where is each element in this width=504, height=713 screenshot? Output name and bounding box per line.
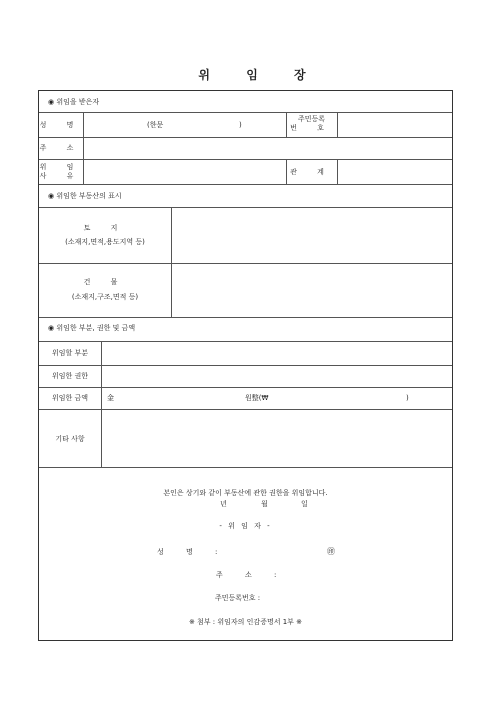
column-divider (337, 112, 338, 137)
delegation-form (38, 90, 453, 641)
attachment-note: ※ 첨부 : 위임자의 인감증명서 1부 ※ (188, 618, 303, 626)
row-divider (39, 317, 452, 318)
amount-close: ) (406, 394, 409, 402)
seal-mark: ㊞ (327, 547, 335, 556)
relation-label: 관 계 (290, 168, 333, 176)
date-month: 월 (261, 500, 268, 508)
hanja-close: ) (239, 121, 242, 129)
section-header-authority: ◉ 위임한 부분, 권한 및 금액 (48, 324, 136, 332)
row-divider (39, 112, 452, 113)
declaration-statement: 본인은 상기와 같이 부동산에 관한 권한을 위임합니다. (163, 489, 328, 497)
authority-label: 위임한 권한 (51, 372, 89, 380)
part-label: 위임할 부분 (51, 349, 89, 357)
amount-label: 위임한 금액 (51, 394, 89, 402)
other-label: 기타 사항 (55, 435, 85, 443)
rrn-label-line1: 주민등록 (297, 115, 326, 123)
delegator-address-label: 주 소 : (216, 571, 277, 579)
row-divider (39, 159, 452, 160)
reason-label-line2: 사 유 (39, 172, 83, 180)
amount-won: 원整(₩ (245, 394, 269, 402)
date-year: 년 (220, 500, 227, 508)
row-divider (39, 137, 452, 138)
reason-label-line1: 위 임 (39, 163, 83, 171)
rrn-label-line2: 번 호 (290, 124, 333, 132)
land-sub-label: (소재지,면적,용도지역 등) (65, 238, 145, 246)
column-divider (171, 207, 172, 317)
name-label: 성 명 (39, 121, 83, 129)
land-label: 토 지 (83, 224, 127, 232)
delegator-heading: - 위 임 자 - (219, 522, 272, 530)
document-title: 위 임 장 (198, 68, 322, 82)
delegator-name-label: 성 명 : (157, 548, 218, 556)
building-sub-label: (소재지,구조,면적 등) (71, 293, 139, 301)
delegator-rrn-label: 주민등록번호 : (215, 594, 261, 602)
date-day: 일 (301, 500, 308, 508)
row-divider (39, 263, 452, 264)
hanja-label: (한문 (147, 121, 164, 129)
section-header-property: ◉ 위임한 부동산의 표시 (48, 192, 122, 200)
row-divider (39, 467, 452, 468)
column-divider (101, 341, 102, 467)
column-divider (83, 112, 84, 184)
amount-prefix: 金 (107, 394, 114, 402)
building-label: 건 물 (83, 278, 127, 286)
column-divider (337, 159, 338, 184)
row-divider (39, 184, 452, 185)
row-divider (39, 207, 452, 208)
section-header-delegate: ◉ 위임을 받은자 (48, 98, 100, 106)
address-label: 주 소 (39, 144, 83, 152)
